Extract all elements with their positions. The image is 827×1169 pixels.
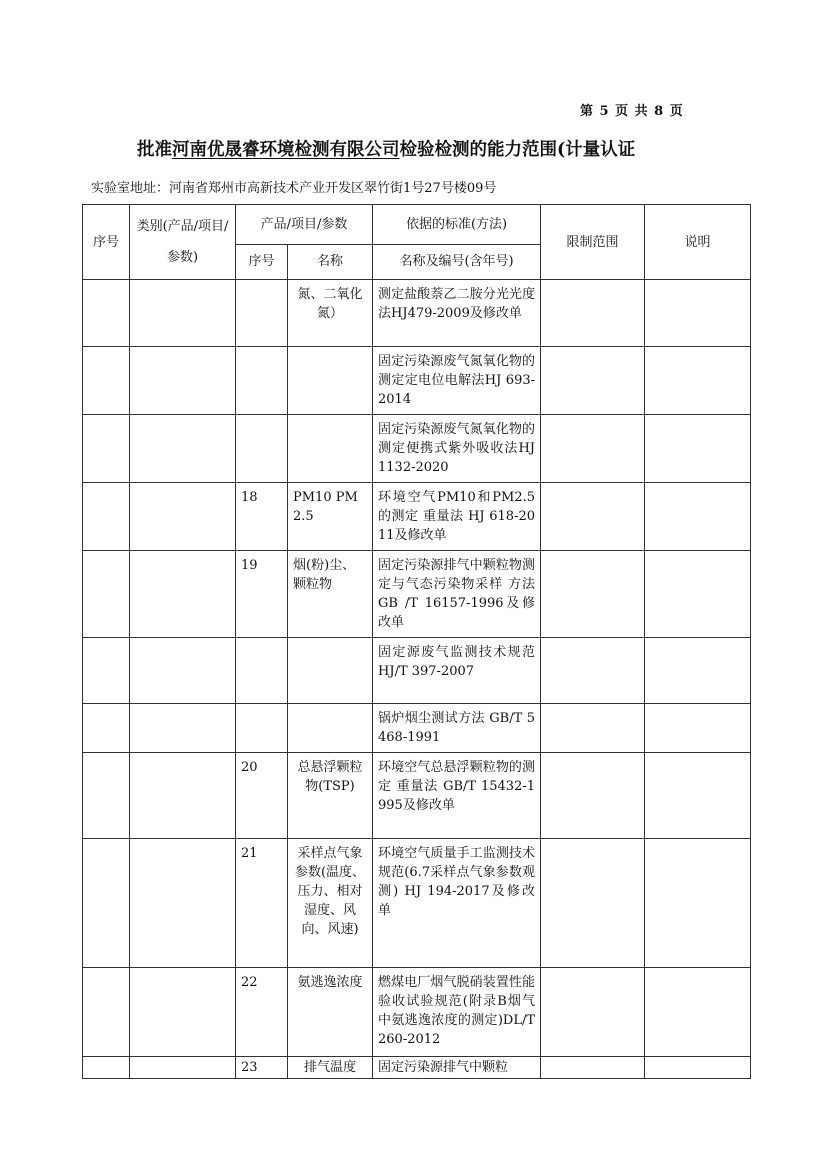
cell-limit (541, 483, 645, 551)
cell-item-name: 氮、二氧化氮） (288, 280, 373, 347)
capability-table (82, 204, 751, 1079)
cell-standard: 环境空气总悬浮颗粒物的测 定 重量法 GB/T 15432-1995及修改单 (373, 753, 541, 839)
cell-standard: 锅炉烟尘测试方法 GB/T 5468-1991 (373, 704, 541, 753)
cell-item-seq (236, 415, 288, 483)
header-limit: 限制范围 (541, 205, 645, 280)
cell-category (130, 1057, 236, 1079)
cell-item-seq (236, 280, 288, 347)
cell-limit (541, 638, 645, 704)
table-row (83, 280, 751, 347)
table-row (83, 1057, 751, 1079)
header-item-seq: 序号 (236, 244, 288, 279)
cell-standard: 固定污染源废气氮氧化物的测定便携式紫外吸收法HJ 1132-2020 (373, 415, 541, 483)
cell-seq (83, 483, 130, 551)
cell-seq (83, 280, 130, 347)
cell-standard: 固定污染源排气中颗粒 (373, 1057, 541, 1079)
cell-category (130, 753, 236, 839)
table-row (83, 415, 751, 483)
header-standard-name: 名称及编号(含年号) (373, 244, 541, 279)
cell-note (645, 551, 751, 638)
cell-limit (541, 1057, 645, 1079)
cell-item-seq: 18 (236, 483, 288, 551)
cell-standard: 固定污染源排气中颗粒物测定与气态污染物采样 方法 GB /T 16157-1996及修改单 (373, 551, 541, 638)
cell-standard: 固定污染源废气氮氧化物的测定定电位电解法HJ 693-2014 (373, 347, 541, 415)
cell-seq (83, 968, 130, 1057)
cell-note (645, 347, 751, 415)
header-category: 类别(产品/项目/参数) (130, 205, 236, 280)
cell-item-name: 排气温度 (288, 1057, 373, 1079)
title-org: 河南优晟睿环境检测有限公司 (172, 140, 400, 160)
cell-item-seq: 23 (236, 1057, 288, 1079)
cell-category (130, 638, 236, 704)
cell-item-name: PM10 PM2.5 (288, 483, 373, 551)
page-number: 第 5 页 共 8 页 (580, 104, 684, 119)
cell-seq (83, 753, 130, 839)
cell-limit (541, 704, 645, 753)
cell-category (130, 704, 236, 753)
cell-item-name (288, 704, 373, 753)
cell-seq (83, 1057, 130, 1079)
cell-item-seq: 21 (236, 839, 288, 968)
cell-seq (83, 347, 130, 415)
cell-item-seq (236, 638, 288, 704)
cell-limit (541, 280, 645, 347)
header-product-group: 产品/项目/参数 (236, 205, 373, 245)
cell-item-name: 采样点气象参数(温度、压力、相对湿度、风向、风速) (288, 839, 373, 968)
table-row (83, 968, 751, 1057)
cell-seq (83, 415, 130, 483)
cell-category (130, 347, 236, 415)
title-suffix: 检验检测的能力范围(计量认证 (399, 140, 636, 160)
cell-seq (83, 704, 130, 753)
title-prefix: 批准 (137, 140, 172, 160)
cell-category (130, 839, 236, 968)
table-row (83, 839, 751, 968)
cell-item-name: 氨逃逸浓度 (288, 968, 373, 1057)
cell-standard: 环境空气PM10和PM2.5的测定 重量法 HJ 618-2011及修改单 (373, 483, 541, 551)
cell-category (130, 551, 236, 638)
cell-category (130, 968, 236, 1057)
header-seq: 序号 (83, 205, 130, 280)
cell-standard: 固定源废气监测技术规范 HJ/T 397-2007 (373, 638, 541, 704)
cell-category (130, 415, 236, 483)
cell-seq (83, 839, 130, 968)
cell-category (130, 483, 236, 551)
cell-item-seq (236, 347, 288, 415)
page-title (137, 136, 635, 161)
cell-seq (83, 638, 130, 704)
cell-note (645, 483, 751, 551)
cell-category (130, 280, 236, 347)
cell-note (645, 415, 751, 483)
cell-item-seq (236, 704, 288, 753)
cell-item-seq: 19 (236, 551, 288, 638)
cell-item-name (288, 638, 373, 704)
cell-seq (83, 551, 130, 638)
cell-note (645, 1057, 751, 1079)
cell-item-name (288, 347, 373, 415)
cell-limit (541, 347, 645, 415)
cell-note (645, 839, 751, 968)
header-note: 说明 (645, 205, 751, 280)
cell-limit (541, 968, 645, 1057)
table-row (83, 704, 751, 753)
cell-limit (541, 415, 645, 483)
cell-limit (541, 839, 645, 968)
header-standard-group: 依据的标准(方法) (373, 205, 541, 245)
cell-item-name (288, 415, 373, 483)
cell-item-seq: 20 (236, 753, 288, 839)
lab-address: 实验室地址：河南省郑州市高新技术产业开发区翠竹街1号27号楼09号 (91, 181, 497, 196)
cell-limit (541, 551, 645, 638)
cell-item-name: 总悬浮颗粒物(TSP) (288, 753, 373, 839)
cell-note (645, 704, 751, 753)
cell-item-seq: 22 (236, 968, 288, 1057)
table-row (83, 347, 751, 415)
cell-note (645, 638, 751, 704)
table-row (83, 551, 751, 638)
table-row (83, 753, 751, 839)
cell-standard: 测定盐酸萘乙二胺分光光度法HJ479-2009及修改单 (373, 280, 541, 347)
cell-note (645, 968, 751, 1057)
table-row (83, 638, 751, 704)
header-item-name: 名称 (288, 244, 373, 279)
cell-standard: 环境空气质量手工监测技术规范(6.7采样点气象参数观测) HJ 194-2017及修改单 (373, 839, 541, 968)
cell-limit (541, 753, 645, 839)
cell-standard: 燃煤电厂烟气脱硝装置性能验收试验规范(附录B烟气中氨逃逸浓度的测定)DL/T260-2012 (373, 968, 541, 1057)
table-row (83, 483, 751, 551)
cell-note (645, 753, 751, 839)
cell-item-name: 烟(粉)尘、颗粒物 (288, 551, 373, 638)
cell-note (645, 280, 751, 347)
